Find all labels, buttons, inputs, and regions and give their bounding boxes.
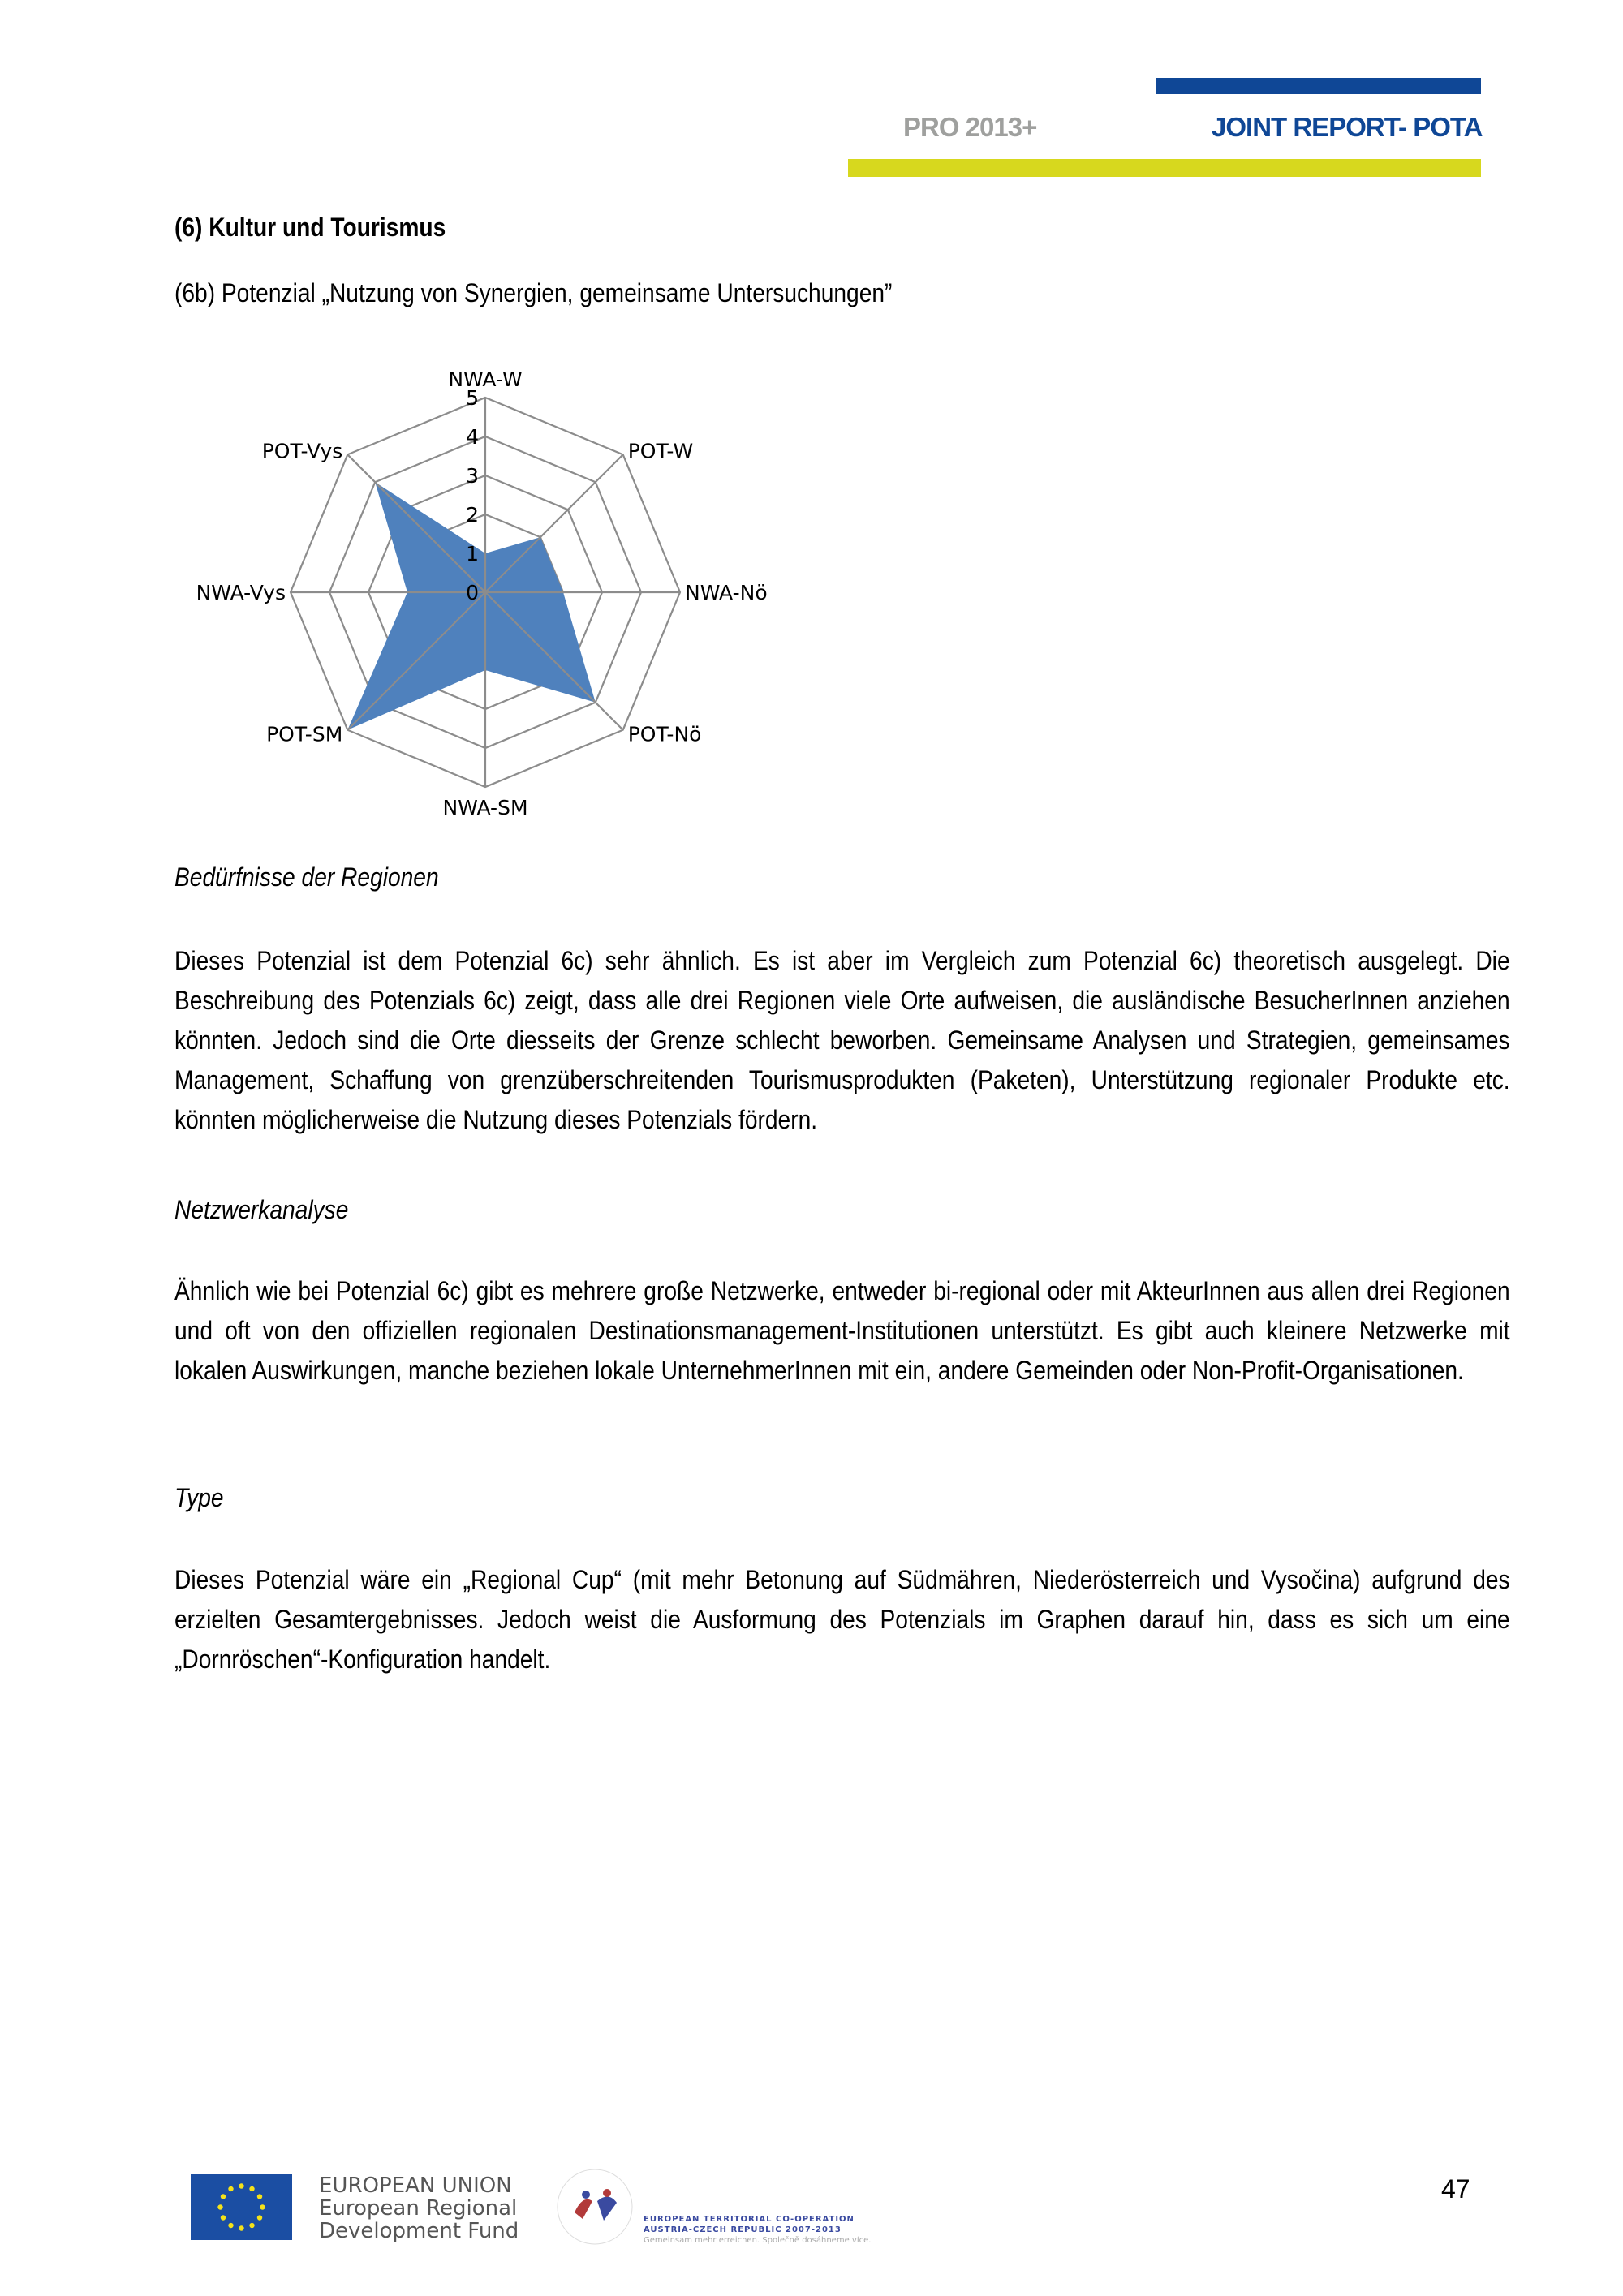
heading-type: Type (174, 1483, 224, 1512)
category-label-2: NWA-Nö (685, 581, 768, 604)
heading-network-analysis: Netzwerkanalyse (174, 1195, 349, 1224)
etc-line-1: EUROPEAN TERRITORIAL CO-OPERATION (644, 2215, 855, 2224)
eu-flag-icon (191, 2174, 292, 2240)
heading-needs: Bedürfnisse der Regionen (174, 862, 439, 892)
subsection-title: (6b) Potenzial „Nutzung von Synergien, gemeinsame Untersuchungen” (174, 278, 893, 307)
category-label-6: NWA-Vys (196, 581, 286, 604)
radar-spokes (291, 398, 680, 787)
eu-star (249, 2223, 254, 2228)
eu-star (221, 2194, 226, 2199)
eu-star (221, 2215, 226, 2220)
header-report-label: JOINT REPORT- POTA (1212, 112, 1483, 142)
eu-line-1: EUROPEAN UNION (319, 2173, 512, 2198)
category-label-4: NWA-SM (442, 796, 528, 819)
tick-label-5: 5 (466, 386, 479, 410)
eu-fund-label (319, 2174, 519, 2242)
eu-star (257, 2215, 262, 2220)
category-label-3: POT-Nö (627, 722, 702, 746)
eu-star (228, 2186, 233, 2191)
eu-star (239, 2183, 243, 2188)
header-blue-bar (1156, 78, 1481, 94)
tick-label-3: 3 (466, 464, 479, 488)
paragraph-needs: Dieses Potenzial ist dem Potenzial 6c) sehr ähnlich. Es ist aber im Vergleich zum Potenzial 6c) theoretisch ausgelegt. Die Beschreibung des Potenzials 6c) zeigt, dass alle drei Regionen viele Orte aufweisen, die ausländische BesucherInnen anziehen könnten. Jedoch sind die Orte diesseits der Grenze schlecht beworben. Gemeinsame Analysen und Strategien, gemeinsames Management, Schaffung von grenzüberschreitenden Tourismusprodukten (Paketen), Unterstützung regionaler Produkte etc. könnten möglicherweise die Nutzung dieses Potenzials fördern. (174, 946, 1510, 1134)
category-label-7: POT-Vys (261, 439, 343, 463)
section-title: (6) Kultur und Tourismus (174, 213, 446, 242)
radar-chart (179, 349, 795, 836)
eu-star (257, 2194, 262, 2199)
category-label-5: POT-SM (266, 722, 343, 746)
eu-line-3: Development Fund (319, 2219, 519, 2243)
page-number: 47 (1441, 2174, 1470, 2204)
eu-star (217, 2204, 222, 2209)
tick-label-4: 4 (466, 425, 479, 449)
eu-star (249, 2186, 254, 2191)
tick-label-1: 1 (466, 542, 479, 565)
eu-star (228, 2223, 233, 2228)
category-label-0: NWA-W (448, 368, 523, 391)
eu-star (260, 2204, 265, 2209)
header-project-label: PRO 2013+ (903, 112, 1037, 142)
tick-label-2: 2 (466, 503, 479, 527)
territorial-cooperation-label (644, 2214, 871, 2246)
eu-line-2: European Regional (319, 2196, 518, 2221)
etc-tagline: Gemeinsam mehr erreichen. Společně dosáhneme více. (644, 2236, 872, 2245)
header-lime-bar (848, 159, 1481, 177)
paragraph-type: Dieses Potenzial wäre ein „Regional Cup“ (mit mehr Betonung auf Südmähren, Niederösterreich und Vysočina) aufgrund des erzielten Gesamtergebnisses. Jedoch weist die Ausformung des Potenzials im Graphen darauf hin, dass es sich um eine „Dornröschen“-Konfiguration handelt. (174, 1565, 1510, 1674)
cooperation-logo-icon (550, 2162, 639, 2251)
etc-line-2: AUSTRIA-CZECH REPUBLIC 2007-2013 (644, 2225, 842, 2234)
eu-star (239, 2225, 243, 2230)
tick-label-0: 0 (466, 581, 479, 604)
paragraph-network-analysis: Ähnlich wie bei Potenzial 6c) gibt es mehrere große Netzwerke, entweder bi-regional oder mit AkteurInnen aus allen drei Regionen und oft von den offiziellen regionalen Destinationsmanagement-Institutionen unterstützt. Es gibt auch kleinere Netzwerke mit lokalen Auswirkungen, manche beziehen lokale UnternehmerInnen mit ein, andere Gemeinden oder Non-Profit-Organisationen. (174, 1276, 1510, 1385)
category-label-1: POT-W (627, 439, 694, 463)
